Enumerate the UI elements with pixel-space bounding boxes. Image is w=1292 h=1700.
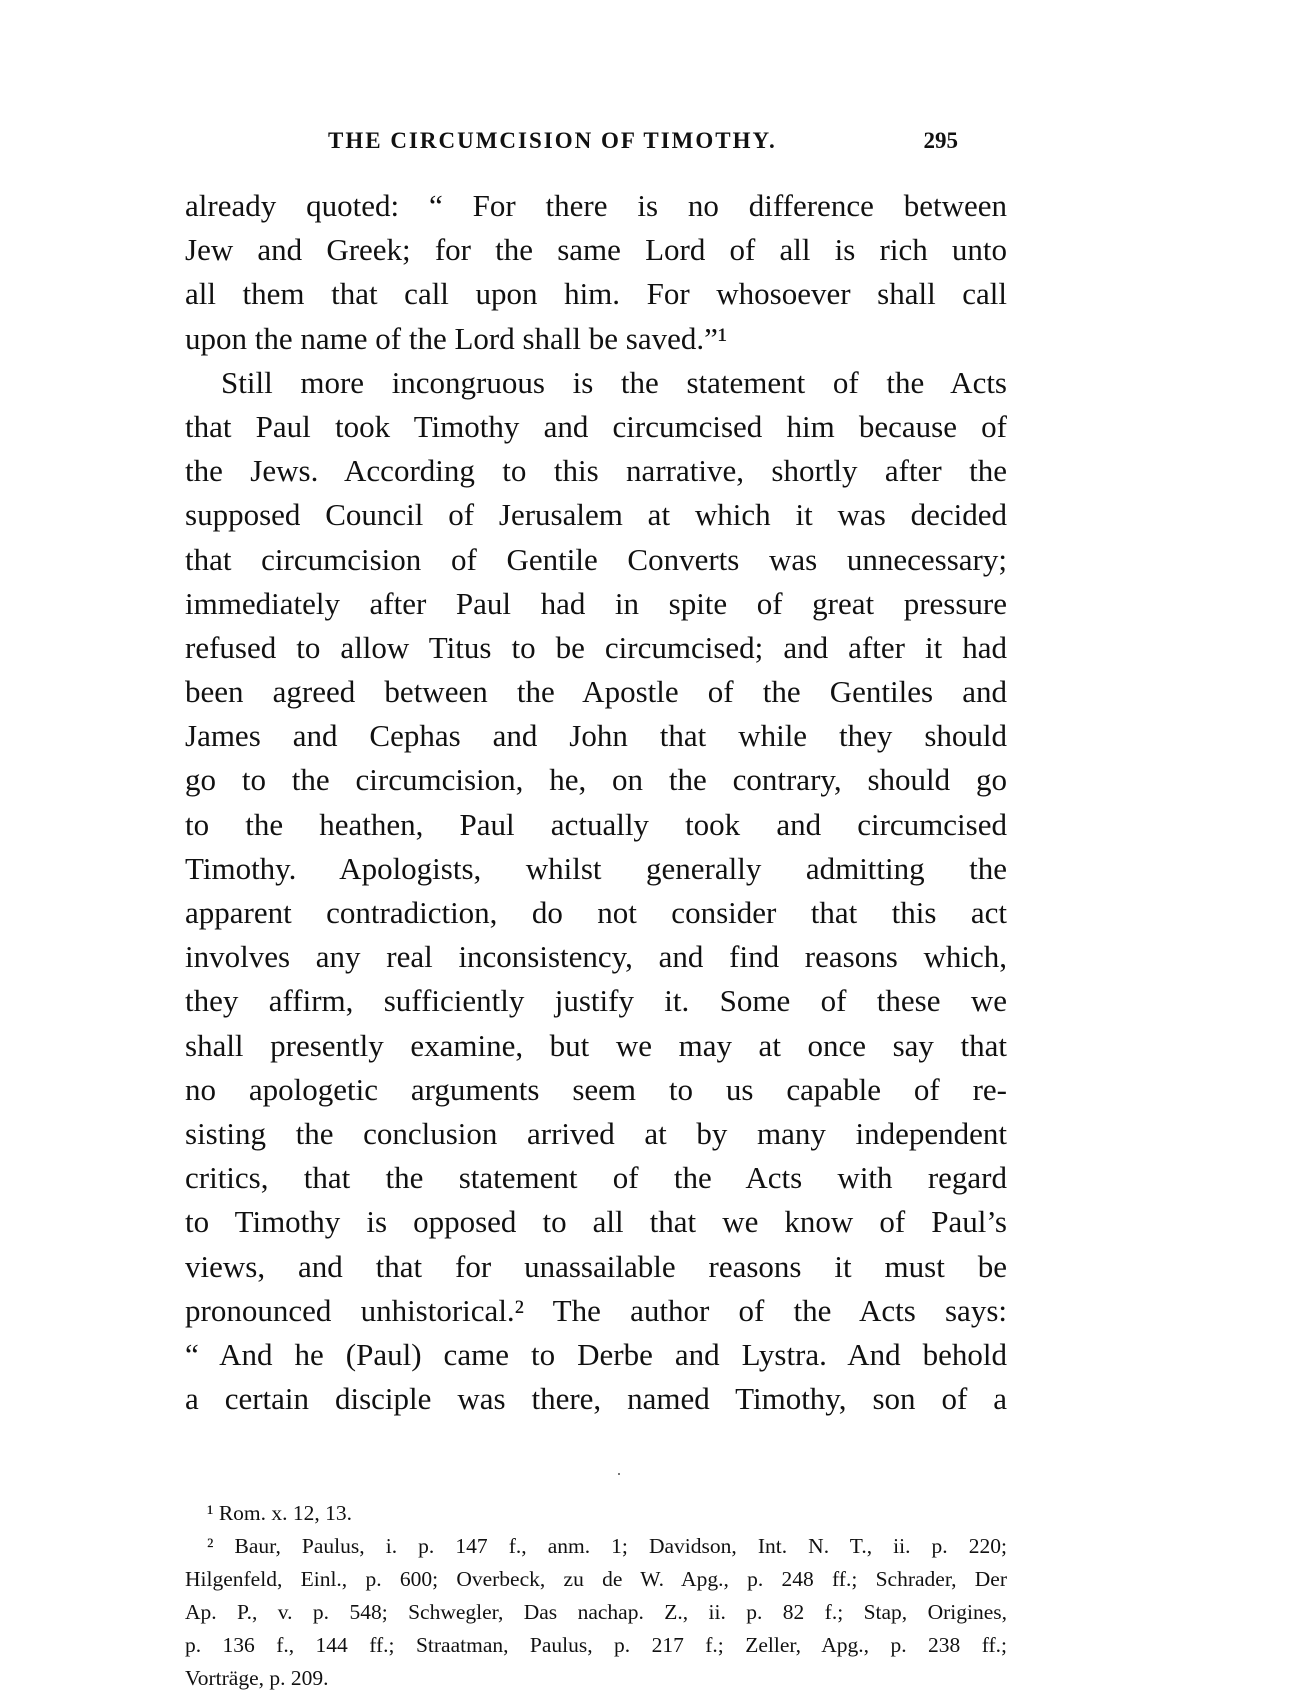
footnote-1: ¹ Rom. x. 12, 13. <box>207 1501 353 1525</box>
running-title: THE CIRCUMCISION OF TIMOTHY. <box>328 128 777 153</box>
text-line: refused to allow Titus to be circumcised; and after it had <box>185 629 1007 665</box>
text-line: “ And he (Paul) came to Derbe and Lystra. And behold <box>185 1336 1007 1372</box>
text-line: all them that call upon him. For whosoever shall call <box>185 276 1007 312</box>
footnote-line: p. 136 f., 144 ff.; Straatman, Paulus, p. 217 f.; Zeller, Apg., p. 238 ff.; <box>185 1633 1007 1657</box>
text-line: Still more incongruous is the statement of the Acts <box>221 364 1007 400</box>
text-line: already quoted: “ For there is no difference between <box>185 188 1007 223</box>
text-line: James and Cephas and John that while they should <box>185 718 1007 754</box>
page-header <box>328 128 958 168</box>
text-line: views, and that for unassailable reasons it must be <box>185 1248 1007 1284</box>
text-line: supposed Council of Jerusalem at which it was decided <box>185 497 1007 533</box>
text-line: a certain disciple was there, named Timothy, son of a <box>185 1381 1007 1417</box>
text-line: involves any real inconsistency, and find reasons which, <box>185 939 1007 975</box>
text-line: go to the circumcision, he, on the contrary, should go <box>185 762 1007 798</box>
text-line: Timothy. Apologists, whilst generally admitting the <box>185 850 1007 886</box>
text-line: apparent contradiction, do not consider that this act <box>185 895 1007 930</box>
text-line: Jew and Greek; for the same Lord of all is rich unto <box>185 232 1007 268</box>
text-line: no apologetic arguments seem to us capable of re- <box>185 1071 1007 1107</box>
text-line: the Jews. According to this narrative, shortly after the <box>185 453 1007 489</box>
footnote-line: Hilgenfeld, Einl., p. 600; Overbeck, zu de W. Apg., p. 248 ff.; Schrader, Der <box>185 1567 1007 1591</box>
body-text <box>185 184 1007 1421</box>
footnotes <box>185 1497 1007 1695</box>
text-line: immediately after Paul had in spite of great pressure <box>185 585 1007 621</box>
page-number: 295 <box>923 128 958 153</box>
text-line: that Paul took Timothy and circumcised him because of <box>185 408 1007 444</box>
text-line: been agreed between the Apostle of the Gentiles and <box>185 674 1007 710</box>
text-line: they affirm, sufficiently justify it. Some of these we <box>185 983 1007 1019</box>
text-line: critics, that the statement of the Acts with regard <box>185 1160 1007 1196</box>
text-line: upon the name of the Lord shall be saved.”¹ <box>185 320 728 356</box>
text-line: to Timothy is opposed to all that we know of Paul’s <box>185 1204 1007 1240</box>
footnote-separator <box>618 1473 620 1475</box>
text-line: that circumcision of Gentile Converts was unnecessary; <box>185 541 1007 577</box>
text-line: to the heathen, Paul actually took and circumcised <box>185 806 1007 842</box>
footnote-line: Ap. P., v. p. 548; Schwegler, Das nachap. Z., ii. p. 82 f.; Stap, Origines, <box>185 1600 1007 1624</box>
text-line: sisting the conclusion arrived at by many independent <box>185 1115 1007 1151</box>
text-line: pronounced unhistorical.² The author of the Acts says: <box>185 1292 1007 1328</box>
footnote-2: ² Baur, Paulus, i. p. 147 f., anm. 1; Davidson, Int. N. T., ii. p. 220; <box>207 1534 1007 1558</box>
text-line: shall presently examine, but we may at once say that <box>185 1027 1007 1063</box>
footnote-line: Vorträge, p. 209. <box>185 1666 329 1690</box>
